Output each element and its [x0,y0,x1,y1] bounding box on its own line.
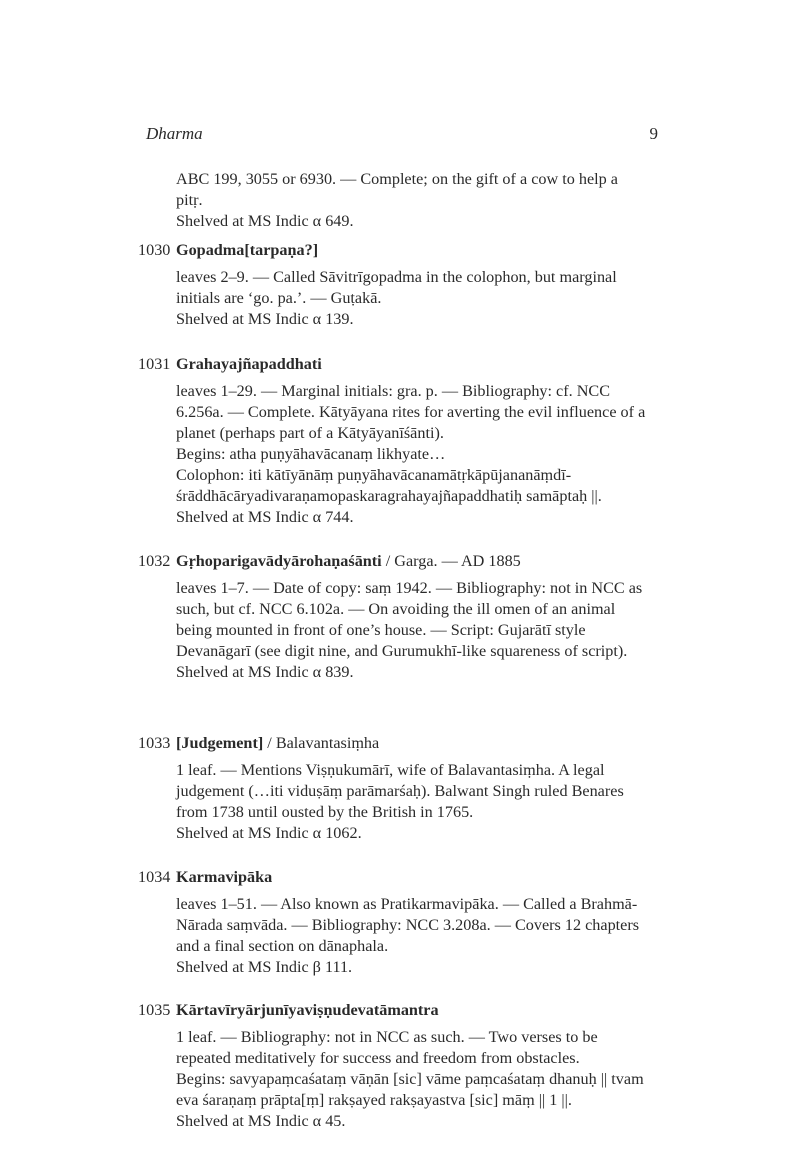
entry-description: 1 leaf. — Bibliography: not in NCC as such. — Two verses to be repeated meditatively for success and freedom from obstacles. [176,1028,598,1067]
entry-description: leaves 1–51. — Also known as Pratikarmavipāka. — Called a Brahmā-Nārada saṃvāda. — Bibliography: NCC 3.208a. — Covers 12 chapters and a final section on dānaphala. [176,895,640,955]
catalogue-entry-1033 [138,733,650,844]
catalogue-entry-1032 [138,551,650,683]
entry-heading [138,240,650,261]
catalogue-entry-1030 [138,240,650,330]
entry-title-line [176,551,521,572]
entry-description: 1 leaf. — Mentions Viṣṇukumārī, wife of Balavantasiṃha. A legal judgement (…iti viduṣāṃ parāmarśaḥ). Balwant Singh ruled Benares from 1738 until ousted by the British in 1765. [176,761,624,821]
entry-colophon: Colophon: iti kātīyānāṃ puṇyāhavācanamātṛkāpūjananāṃdī-śrāddhācāryadivaraṇamopaskaragrahayajñapaddhatiḥ samāptaḥ ||. [176,466,602,505]
entry-title: [Judgement] [176,734,264,752]
page-number: 9 [649,124,658,143]
entry-title: Kārtavīryārjunīyaviṣṇudevatāmantra [176,1001,439,1019]
entry-heading [138,354,650,375]
entry-number: 1033 [138,734,171,752]
running-head-title: Dharma [146,124,203,143]
catalogue-entry-1035 [138,1000,650,1132]
entry-number: 1030 [138,241,171,259]
entry-author-date: / Garga. — AD 1885 [381,552,521,570]
shelfmark: Shelved at MS Indic α 1062. [176,824,362,842]
entry-title: Gopadma[tarpaṇa?] [176,241,319,259]
entry-title-line [176,867,272,888]
entry-title-line [176,733,379,754]
entry-body [176,381,650,528]
entry-title: Gṛhoparigavādyārohaṇaśānti [176,552,382,570]
entry-body [176,267,650,330]
entry-heading [138,1000,650,1021]
entry-description: leaves 2–9. — Called Sāvitrīgopadma in the colophon, but marginal initials are ‘go. pa.’. — Guṭakā. [176,268,617,307]
catalogue-entry-1034 [138,867,650,978]
entry-description: ABC 199, 3055 or 6930. — Complete; on the gift of a cow to help a pitṛ. [176,170,618,209]
entry-title-line [176,240,318,261]
entry-number: 1035 [138,1001,171,1019]
entry-body [176,578,650,683]
entry-number: 1032 [138,552,171,570]
entry-body [176,894,650,978]
entry-body [176,760,650,844]
shelfmark: Shelved at MS Indic α 839. [176,663,354,681]
shelfmark: Shelved at MS Indic α 744. [176,508,354,526]
catalogue-entry-1031 [138,354,650,528]
entry-number: 1034 [138,868,171,886]
entry-title-line [176,1000,439,1021]
entry-author: / Balavantasiṃha [263,734,380,752]
entry-title: Grahayajñapaddhati [176,355,322,373]
entry-number: 1031 [138,355,171,373]
entry-description: leaves 1–7. — Date of copy: saṃ 1942. — Bibliography: not in NCC as such, but cf. NCC 6.102a. — On avoiding the ill omen of an animal being mounted in front of one’s house. — Script: Gujarātī style Devanāgarī (see digit nine, and Gurumukhī-like squareness of script). [176,579,643,660]
entry-heading [138,867,650,888]
entry-heading [138,551,650,572]
entry-heading [138,733,650,754]
entry-body [176,1027,650,1132]
shelfmark: Shelved at MS Indic α 45. [176,1112,346,1130]
continued-entry [176,169,646,232]
entry-title: Karmavipāka [176,868,273,886]
entry-description: leaves 1–29. — Marginal initials: gra. p. — Bibliography: cf. NCC 6.256a. — Complete. Kātyāyana rites for averting the evil influence of a planet (perhaps part of a Kātyāyanīśānti). [176,382,646,442]
entry-title-line [176,354,322,375]
running-head [146,124,658,148]
shelfmark: Shelved at MS Indic β 111. [176,958,353,976]
entry-incipit: Begins: atha puṇyāhavācanaṃ likhyate… [176,445,446,463]
shelfmark: Shelved at MS Indic α 139. [176,310,354,328]
entry-incipit: Begins: savyapaṃcaśataṃ vāṇān [sic] vāme paṃcaśataṃ dhanuḥ || tvam eva śaraṇaṃ prāpta[ṃ] rakṣayed rakṣayastva [sic] māṃ || 1 ||. [176,1070,644,1109]
shelfmark: Shelved at MS Indic α 649. [176,212,354,230]
